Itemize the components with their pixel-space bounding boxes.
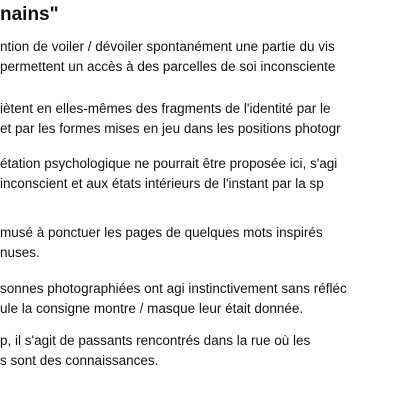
paragraph-line: permettent un accès à des parcelles de soi inconsciente bbox=[0, 59, 336, 74]
paragraph-line: p, il s'agit de passants rencontrés dans la rue où les bbox=[0, 333, 311, 348]
paragraph-line: étation psychologique ne pourrait être proposée ici, s'agi bbox=[0, 156, 338, 171]
paragraph-line: musé à ponctuer les pages de quelques mots inspirés bbox=[0, 225, 323, 240]
paragraph-line: s sont des connaissances. bbox=[0, 353, 159, 368]
paragraph-line: ule la consigne montre / masque leur était donnée. bbox=[0, 301, 304, 316]
paragraph-line: nuses. bbox=[0, 245, 40, 260]
paragraph-line: ntion de voiler / dévoiler spontanément une partie du vis bbox=[0, 39, 335, 54]
paragraph-line: iètent en elles-mêmes des fragments de l'identité par le bbox=[0, 101, 331, 116]
paragraph-line: inconscient et aux états intérieurs de l'instant par la sp bbox=[0, 176, 324, 191]
paragraph-line: sonnes photographiées ont agi instinctivement sans réfléc bbox=[0, 281, 347, 296]
document-title: nains" bbox=[0, 4, 59, 25]
paragraph-line: et par les formes mises en jeu dans les positions photogr bbox=[0, 121, 341, 136]
